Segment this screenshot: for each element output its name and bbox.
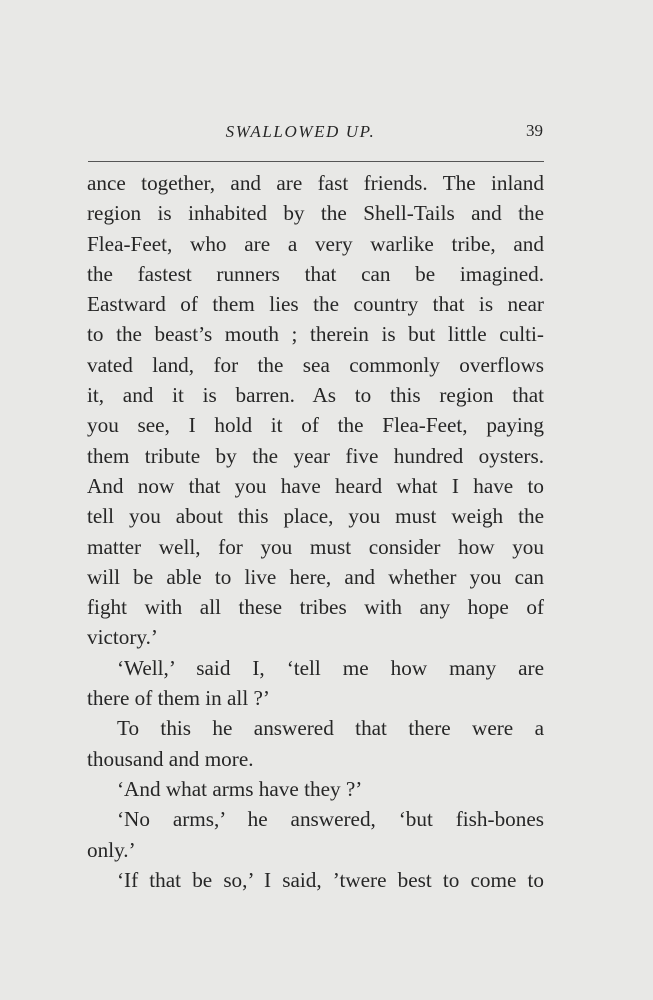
text-line: Eastward of them lies the country that is near: [87, 292, 544, 317]
text-line: the fastest runners that can be imagined.: [87, 261, 544, 286]
text-line: region is inhabited by the Shell-Tails and the: [87, 201, 544, 226]
text-line: ‘And what arms have they ?’: [117, 776, 363, 801]
header-rule: [88, 161, 544, 162]
text-line: tell you about this place, you must weigh the: [87, 504, 544, 529]
text-line: to the beast’s mouth ; therein is but little culti-: [87, 322, 544, 347]
page-header: [88, 118, 543, 144]
text-line: ‘If that be so,’ I said, ’twere best to come to: [117, 867, 544, 892]
text-line: victory.’: [87, 625, 158, 650]
text-line: Flea-Feet, who are a very warlike tribe, and: [87, 231, 544, 256]
text-line: To this he answered that there were a: [117, 716, 544, 741]
text-line: fight with all these tribes with any hope of: [87, 595, 544, 620]
text-line: And now that you have heard what I have to: [87, 473, 544, 498]
text-line: vated land, for the sea commonly overflows: [87, 352, 544, 377]
text-line: you see, I hold it of the Flea-Feet, paying: [87, 413, 544, 438]
body-text: [87, 168, 544, 895]
text-line: there of them in all ?’: [87, 686, 270, 711]
text-line: them tribute by the year five hundred oysters.: [87, 443, 544, 468]
page-number: 39: [526, 121, 543, 140]
text-line: ‘Well,’ said I, ‘tell me how many are: [117, 655, 544, 680]
text-line: only.’: [87, 837, 136, 862]
text-line: ‘No arms,’ he answered, ‘but fish-bones: [117, 807, 544, 832]
running-title: SWALLOWED UP.: [225, 122, 376, 141]
text-line: will be able to live here, and whether you can: [87, 564, 544, 589]
text-line: it, and it is barren. As to this region that: [87, 383, 544, 408]
text-line: matter well, for you must consider how you: [87, 534, 544, 559]
text-line: thousand and more.: [87, 746, 254, 771]
text-line: ance together, and are fast friends. The inland: [87, 171, 544, 195]
